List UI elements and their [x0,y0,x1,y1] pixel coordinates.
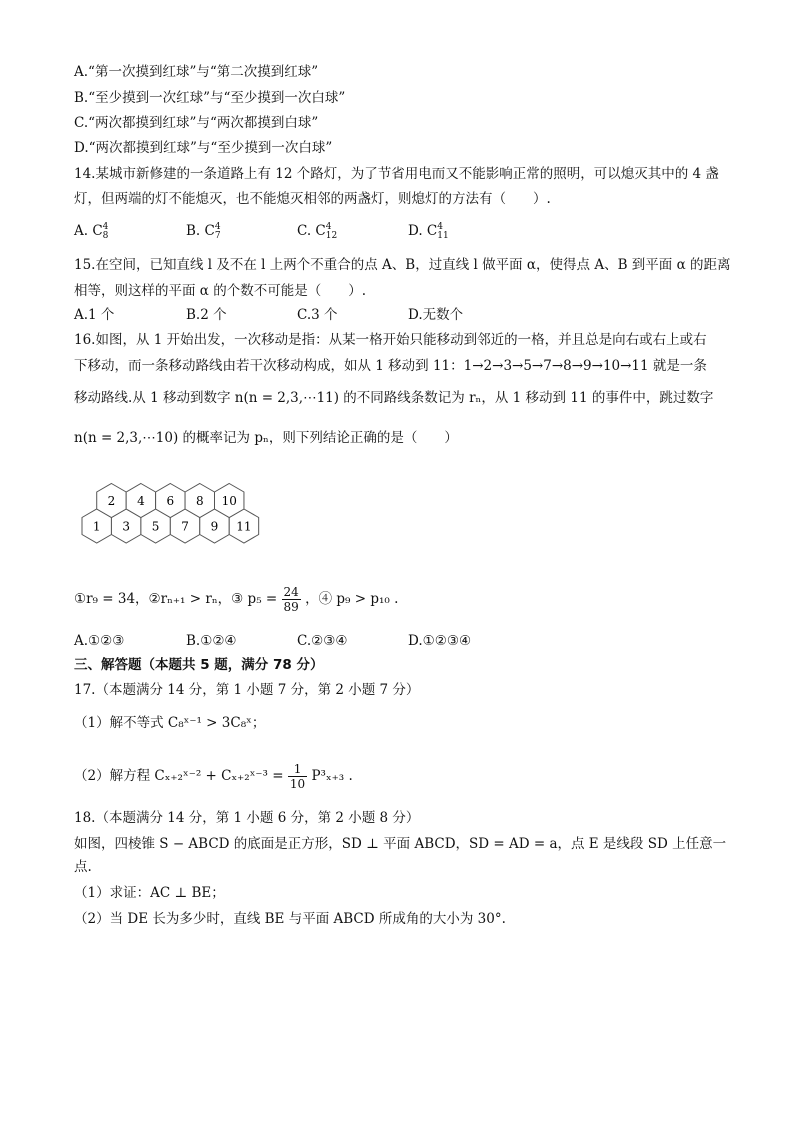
hexagon-grid-svg [80,478,290,548]
q18-part2: （2）当 DE 长为多少时，直线 BE 与平面 ABCD 所成角的大小为 30°. [74,911,506,927]
q15-option-d: D.无数个 [408,307,464,323]
q16-option-c: C.②③④ [297,633,348,649]
hex-label-bottom-2: 5 [151,519,160,534]
q16-option-b: B.①②④ [186,633,237,649]
q14-option-b: B. C4 7 [186,221,221,241]
q13-option-d: D.“两次都摸到红球”与“至少摸到一次白球” [74,140,333,156]
hexagon-grid-figure [80,478,290,548]
q14-text-line2: 灯，但两端的灯不能熄灭，也不能熄灭相邻的两盏灯，则熄灯的方法有（ ）. [74,191,551,207]
q14-option-d: D. C4 11 [408,221,449,241]
hex-label-top-1: 4 [137,494,145,508]
q14-text-line1: 14.某城市新修建的一条道路上有 12 个路灯，为了节省用电而又不能影响正常的照明，可以熄灭其中的 4 盏 [74,166,719,182]
q15-option-a: A.1 个 [74,307,115,323]
q16-fraction: $\frac{24}{89}$ [283,585,299,614]
q18-header: 18.（本题满分 14 分，第 1 小题 6 分，第 2 小题 8 分） [74,810,420,826]
q16-option-d: D.①②③④ [408,633,472,649]
q16-statements: ①r₉ = 34，②rₙ₊₁ > rₙ，③ p₅ = $\frac{24}{89}$ ，④ p₉ > p₁₀ . [74,585,399,614]
hex-label-top-4: 10 [221,494,237,508]
q16-option-a: A.①②③ [74,633,125,649]
hex-label-top-3: 8 [195,494,204,508]
hex-label-bottom-4: 9 [210,519,219,534]
q17-fraction: $\frac{1}{10}$ [289,762,306,791]
q17-part1: （1）解不等式 C₈ˣ⁻¹ > 3C₈ˣ； [74,715,266,731]
hex-label-top-2: 6 [166,494,175,508]
q18-text-line1: 如图，四棱锥 S − ABCD 的底面是正方形，SD ⊥ 平面 ABCD，SD = AD = a，点 E 是线段 SD 上任意一 [74,836,727,852]
section-three-heading: 三、解答题（本题共 5 题，满分 78 分） [74,657,324,673]
q16-text-line4: n(n = 2,3,⋯10) 的概率记为 pₙ，则下列结论正确的是（ ） [74,430,458,446]
q14-option-a: A. C4 8 [74,221,109,241]
q16-text-line2: 下移动，而一条移动路线由若干次移动构成，如从 1 移动到 11：1→2→3→5→7→8→9→10→11 就是一条 [74,358,707,374]
hex-label-bottom-0: 1 [92,519,101,534]
q18-text-line2: 点. [74,859,92,875]
q15-option-b: B.2 个 [186,307,227,323]
hex-label-top-0: 2 [107,494,116,508]
q15-text-line1: 15.在空间，已知直线 l 及不在 l 上两个不重合的点 A、B，过直线 l 做平面 α，使得点 A、B 到平面 α 的距离 [74,257,731,273]
q17-header: 17.（本题满分 14 分，第 1 小题 7 分，第 2 小题 7 分） [74,682,420,698]
hex-label-bottom-3: 7 [181,519,189,534]
hex-label-bottom-5: 11 [236,519,252,534]
hex-label-bottom-1: 3 [122,519,130,534]
q15-option-c: C.3 个 [297,307,338,323]
q16-text-line1: 16.如图，从 1 开始出发，一次移动是指：从某一格开始只能移动到邻近的一格，并且总是向右或右上或右 [74,332,707,348]
q17-part2: （2）解方程 Cₓ₊₂ˣ⁻² + Cₓ₊₂ˣ⁻³ = $\frac{1}{10}$ P³ₓ₊₃ . [74,762,353,791]
q13-option-a: A.“第一次摸到红球”与“第二次摸到红球” [74,64,319,80]
q13-option-b: B.“至少摸到一次红球”与“至少摸到一次白球” [74,90,346,106]
q16-text-line3: 移动路线.从 1 移动到数字 n(n = 2,3,⋯11) 的不同路线条数记为 rₙ，从 1 移动到 11 的事件中，跳过数字 [74,390,714,406]
q15-text-line2: 相等，则这样的平面 α 的个数不可能是（ ）. [74,283,366,299]
q13-option-c: C.“两次都摸到红球”与“两次都摸到白球” [74,115,319,131]
q18-part1: （1）求证：AC ⊥ BE； [74,885,225,901]
q14-option-c: C. C4 12 [297,221,338,241]
